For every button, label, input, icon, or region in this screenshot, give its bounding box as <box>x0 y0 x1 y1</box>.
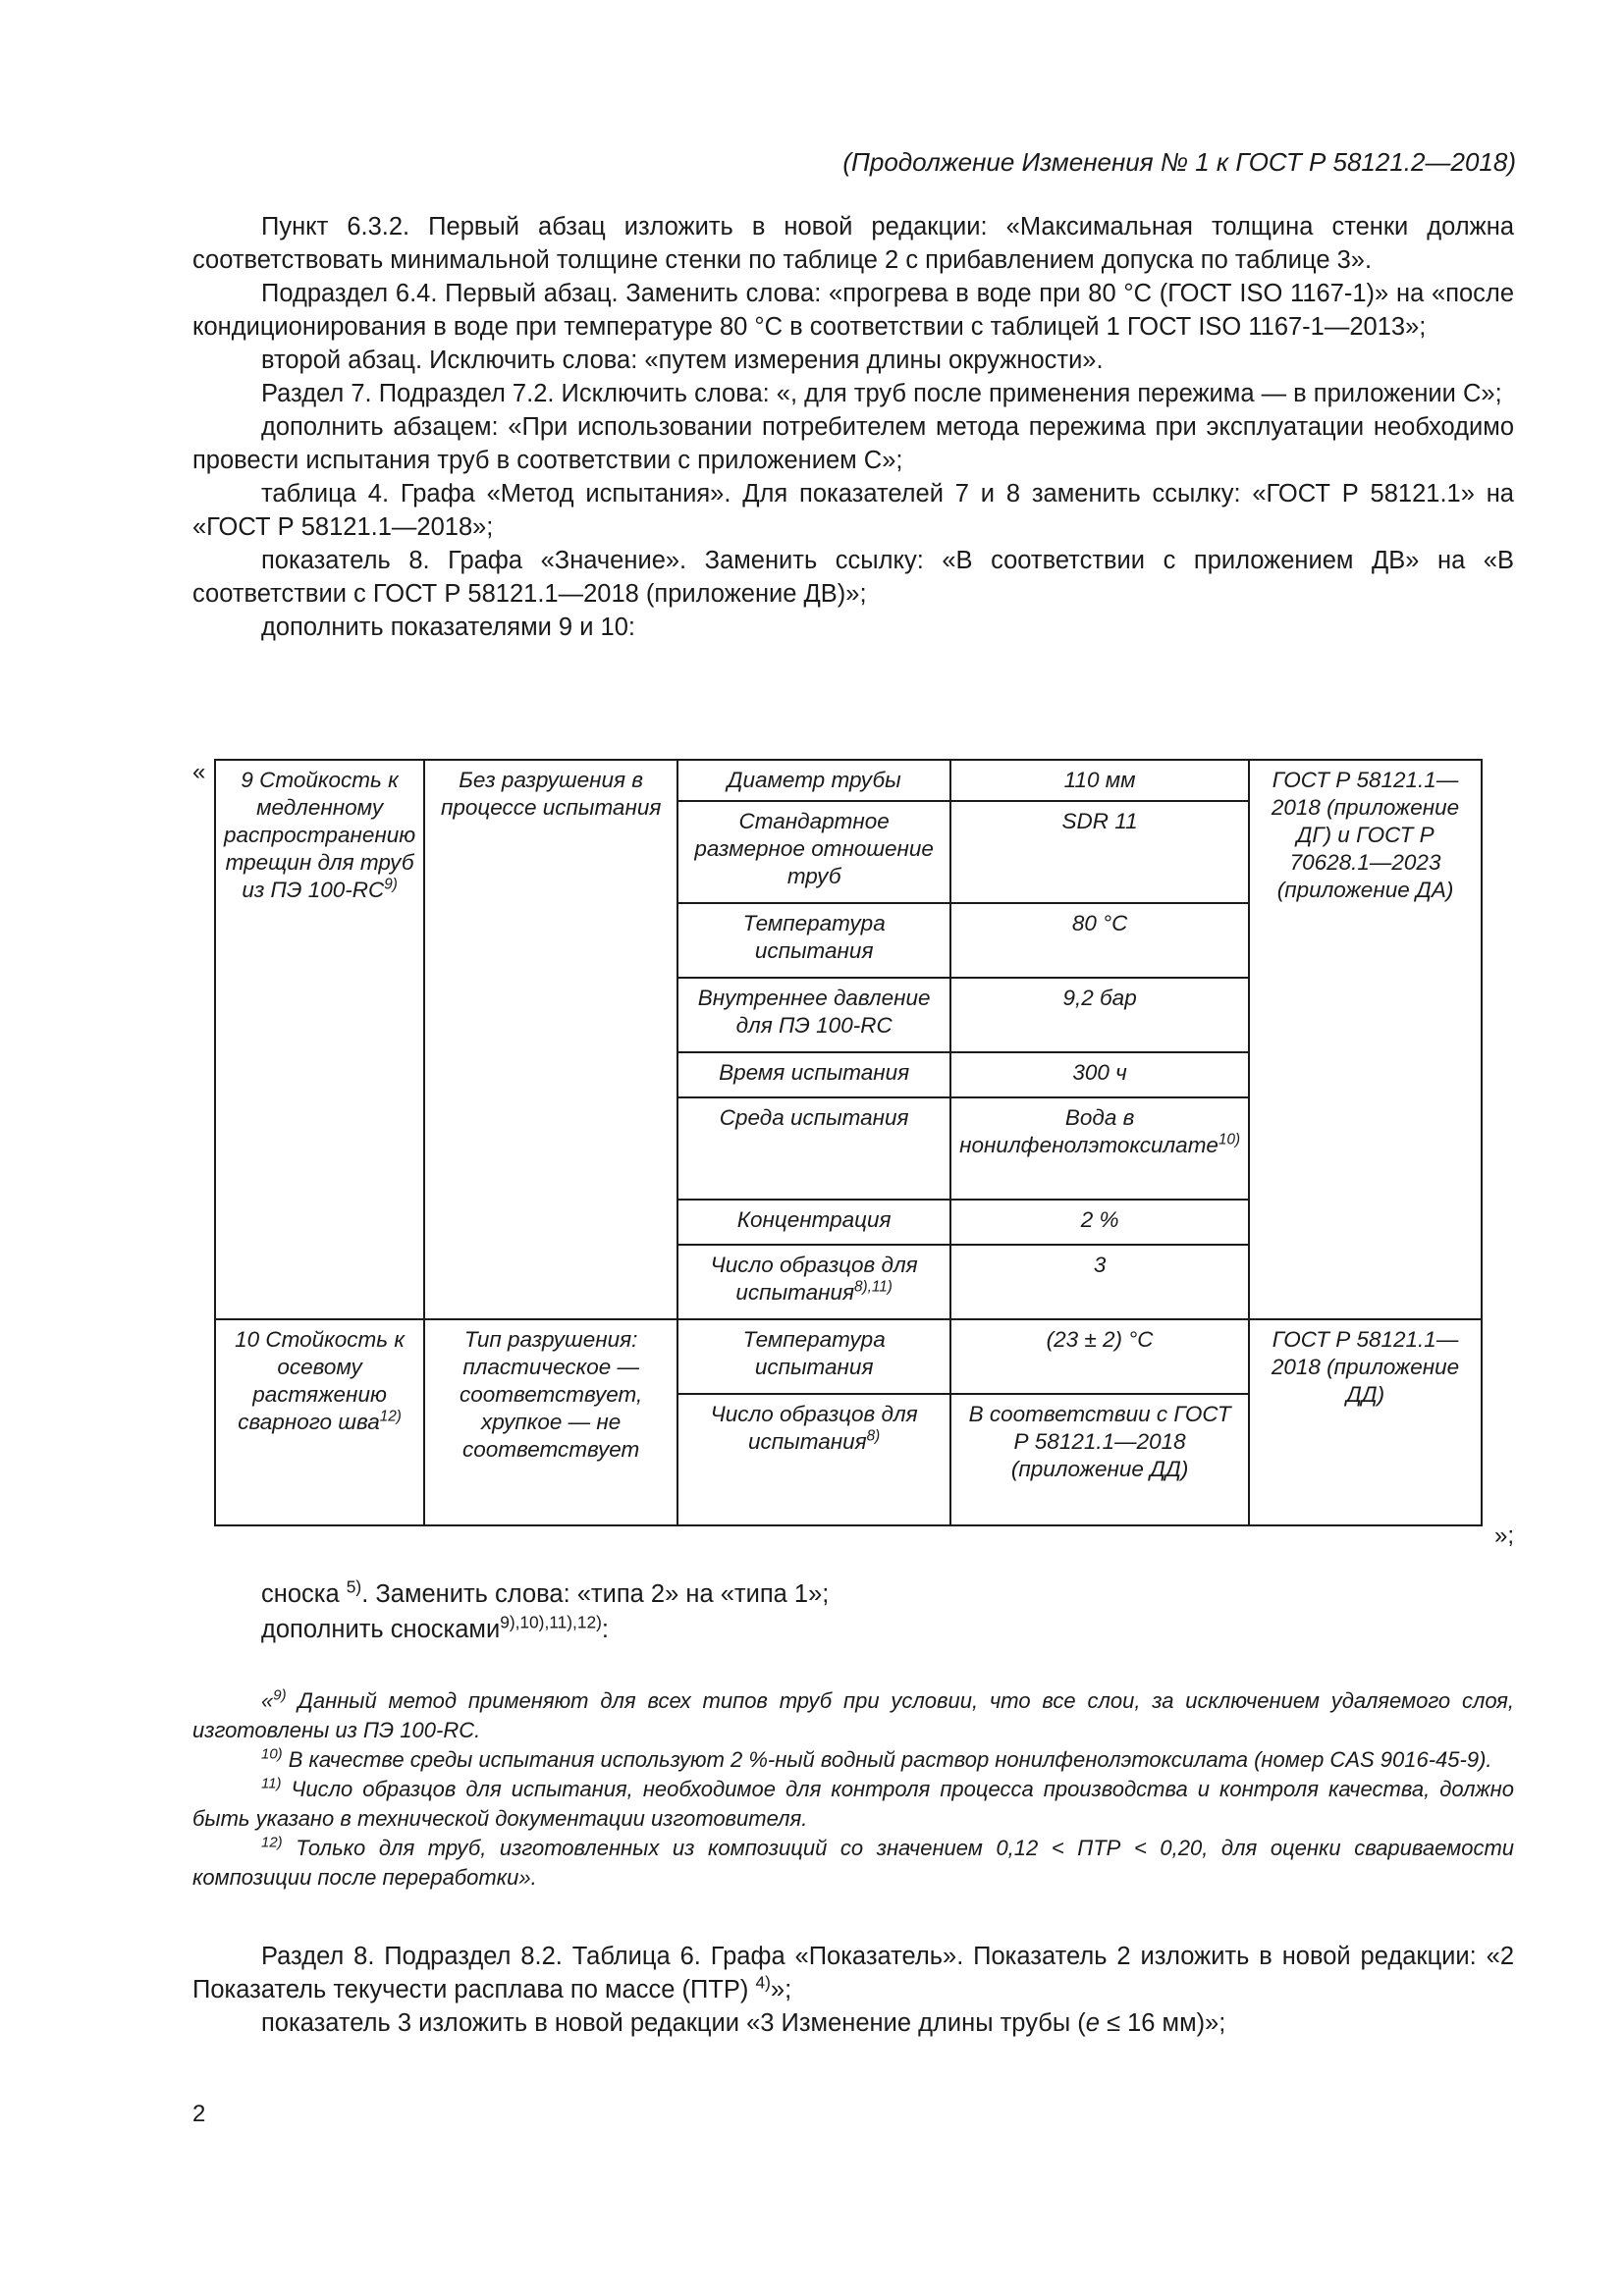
value-cell: 80 °C <box>950 903 1249 978</box>
indicator-9-requirement: Без разрушения в процессе испытания <box>424 760 677 1319</box>
section-8-text <box>192 1940 1514 2040</box>
footnote: «$^{9)}$ Данный метод применяют для всех типов труб при условии, что все слои, за исключением удаляемого слоя, изготовлены из ПЭ 100-RC. <box>192 1686 1514 1742</box>
value-cell: В соответствии с ГОСТ Р 58121.1—2018 (приложение ДД) <box>950 1394 1249 1525</box>
param-cell: Стандартное размерное отношение труб <box>677 801 950 903</box>
table-row <box>215 1319 1482 1394</box>
value-cell: 110 мм <box>950 760 1249 801</box>
param-cell: Время испытания <box>677 1052 950 1097</box>
paragraph: Подраздел 6.4. Первый абзац. Заменить слова: «прогрева в воде при 80 °С (ГОСТ ISO 1167-1)» на «после кондиционирования в воде при температуре 80 °С в соответствии с таблицей 1 ГОСТ ISO 1167-1—2013»; <box>192 280 1514 341</box>
paragraph: таблица 4. Графа «Метод испытания». Для показателей 7 и 8 заменить ссылку: «ГОСТ Р 58121.1» на «ГОСТ Р 58121.1—2018»; <box>192 480 1514 541</box>
after-table-text <box>261 1576 829 1647</box>
param-cell: Число образцов для испытания$^{8)}$ <box>677 1394 950 1525</box>
paragraph: дополнить абзацем: «При использовании потребителем метода пережима при эксплуатации необходимо провести испытания труб в соответствии с приложением С»; <box>192 413 1514 474</box>
value-cell: Вода в нонилфенолэтоксилате$^{10)}$ <box>950 1097 1249 1200</box>
paragraph: показатель 3 изложить в новой редакции «3 Изменение длины трубы (e ≤ 16 мм)»; <box>261 2009 1226 2037</box>
footnotes <box>192 1686 1514 1893</box>
indicator-10-method: ГОСТ Р 58121.1—2018 (приложение ДД) <box>1249 1319 1482 1525</box>
paragraph: Раздел 7. Подраздел 7.2. Исключить слова: «, для труб после применения пережима — в приложении С»; <box>261 380 1502 407</box>
param-cell: Концентрация <box>677 1200 950 1245</box>
indicator-10-name: 10 Стойкость к осевому растяжению сварного шва$^{12)}$ <box>215 1319 424 1525</box>
param-cell: Диаметр трубы <box>677 760 950 801</box>
value-cell: 3 <box>950 1245 1249 1319</box>
param-cell: Внутреннее давление для ПЭ 100-RC <box>677 978 950 1052</box>
running-header: (Продолжение Изменения № 1 к ГОСТ Р 58121.2—2018) <box>842 147 1516 177</box>
indicators-table <box>214 759 1483 1526</box>
param-cell: Среда испытания <box>677 1097 950 1200</box>
footnote: $^{10)}$ В качестве среды испытания используют 2 %-ный водный раствор нонилфенолэтоксилата (номер CAS 9016-45-9). <box>261 1745 1492 1772</box>
indicators-table-block <box>192 759 1514 1552</box>
footnote: $^{12)}$ Только для труб, изготовленных из композиций со значением 0,12 < ПТР < 0,20, для оценки свариваемости композиции после переработки». <box>192 1834 1514 1890</box>
page-number: 2 <box>192 2101 206 2127</box>
indicator-9-name: 9 Стойкость к медленному распространению трещин для труб из ПЭ 100-RC$^{9)}$ <box>215 760 424 1319</box>
footnote: $^{11)}$ Число образцов для испытания, необходимое для контроля процесса производства и контроля качества, должно быть указано в технической документации изготовителя. <box>192 1775 1514 1831</box>
footnote-5-change: сноска $^{5)}$. Заменить слова: «типа 2» на «типа 1»; <box>261 1576 830 1608</box>
paragraph: показатель 8. Графа «Значение». Заменить ссылку: «В соответствии с приложением ДВ» на «В соответствии с ГОСТ Р 58121.1—2018 (приложение ДВ)»; <box>192 547 1514 608</box>
value-cell: SDR 11 <box>950 801 1249 903</box>
paragraph: Пункт 6.3.2. Первый абзац изложить в новой редакции: «Максимальная толщина стенки должна соответствовать минимальной толщине стенки по таблице 2 с прибавлением допуска по таблице 3». <box>192 213 1514 274</box>
param-cell: Число образцов для испытания$^{8),11)}$ <box>677 1245 950 1319</box>
paragraph: Раздел 8. Подраздел 8.2. Таблица 6. Графа «Показатель». Показатель 2 изложить в новой редакции: «2 Показатель текучести расплава по массе (ПТР) $^{4)}$»; <box>192 1943 1514 2003</box>
closing-quote: »; <box>1493 1522 1514 1549</box>
indicator-10-requirement: Тип разрушения: пластическое — соответствует, хрупкое — не соответствует <box>424 1319 677 1525</box>
value-cell: 2 % <box>950 1200 1249 1245</box>
table-row <box>215 760 1482 801</box>
value-cell: 9,2 бар <box>950 978 1249 1052</box>
value-cell: 300 ч <box>950 1052 1249 1097</box>
paragraph: второй абзац. Исключить слова: «путем измерения длины окружности». <box>261 347 1104 374</box>
body-text <box>192 210 1514 644</box>
value-cell: (23 ± 2) °C <box>950 1319 1249 1394</box>
add-footnotes-line: дополнить сносками$^{9),10),11),12)}$: <box>261 1612 609 1643</box>
indicator-9-method: ГОСТ Р 58121.1—2018 (приложение ДГ) и ГОСТ Р 70628.1—2023 (приложение ДА) <box>1249 760 1482 1319</box>
opening-quote: « <box>192 759 206 785</box>
paragraph: дополнить показателями 9 и 10: <box>261 614 635 641</box>
param-cell: Температура испытания <box>677 1319 950 1394</box>
param-cell: Температура испытания <box>677 903 950 978</box>
